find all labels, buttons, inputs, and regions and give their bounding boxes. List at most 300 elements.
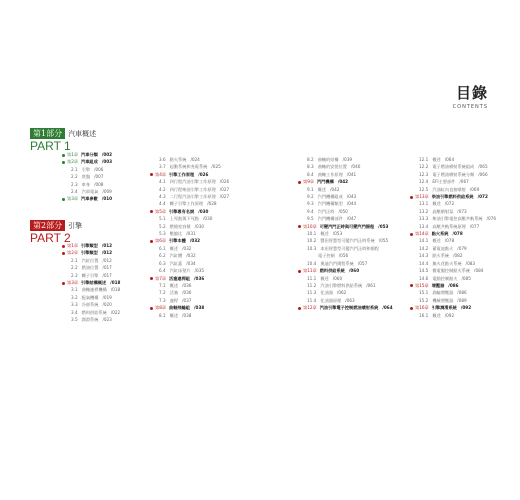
toc-page: /065 (478, 164, 488, 170)
chapter-marker-icon (150, 277, 153, 280)
toc-section-row[interactable] (298, 260, 393, 267)
toc-section-row[interactable] (410, 260, 496, 267)
toc-num: 2.1 (71, 166, 78, 172)
part-2-name: 引擎 (68, 221, 83, 230)
toc-title: 燃燒室容積 (169, 223, 191, 229)
toc-num: 第3章 (67, 280, 79, 286)
toc-chapter-row[interactable] (150, 237, 229, 244)
toc-page: /032 (182, 245, 192, 251)
toc-page: /025 (211, 164, 221, 170)
toc-section-row[interactable] (410, 171, 496, 178)
toc-title: 起動系統和充電系統 (169, 164, 208, 170)
toc-num: 10.3 (307, 245, 317, 251)
toc-title: 化油器 (320, 290, 333, 296)
toc-num: 11.3 (307, 290, 317, 296)
toc-title: 引擎類型 (81, 243, 98, 248)
toc-section-row[interactable] (298, 275, 393, 282)
toc-section-row[interactable] (62, 264, 120, 271)
toc-section-row[interactable] (298, 186, 393, 193)
toc-num: 第10章 (303, 223, 317, 229)
toc-num: 第1章 (67, 152, 79, 157)
toc-num: 10.4 (307, 260, 317, 266)
toc-page: /043 (346, 194, 357, 200)
toc-section-row[interactable] (298, 215, 393, 222)
toc-num: 6.3 (159, 260, 166, 266)
toc-section-row[interactable] (410, 215, 496, 222)
toc-title: 汽缸蓋 (169, 260, 183, 266)
toc-chapter-row[interactable] (410, 230, 496, 237)
toc-page: /020 (102, 302, 112, 308)
toc-num: 第6章 (155, 238, 167, 244)
toc-section-row[interactable] (410, 200, 496, 207)
toc-num: 15.2 (419, 297, 429, 303)
toc-page: /040 (351, 164, 361, 170)
toc-title: 引擎潤滑系統 (431, 305, 457, 311)
toc-page: /026 (198, 171, 209, 177)
toc-title: 燃料供給系統 (319, 268, 345, 274)
toc-num: 10.1 (307, 231, 317, 237)
toc-page: /047 (346, 216, 357, 222)
toc-title: 概述 (432, 312, 441, 318)
toc-num: 14.5 (419, 268, 429, 274)
toc-section-row[interactable] (62, 286, 120, 293)
toc-section-row[interactable] (298, 289, 393, 296)
chapter-marker-icon (410, 284, 413, 287)
toc-section-row[interactable] (410, 156, 496, 163)
toc-section-row[interactable] (62, 257, 120, 264)
toc-num: 3.6 (159, 157, 166, 162)
toc-num: 9.2 (307, 194, 314, 200)
toc-section-row[interactable] (298, 297, 393, 304)
toc-num: 第3章 (67, 196, 79, 202)
toc-num: 第5章 (155, 208, 167, 214)
toc-num: 第14章 (415, 231, 429, 237)
toc-section-row[interactable] (150, 289, 229, 296)
toc-chapter-row[interactable] (298, 304, 393, 311)
toc-page: /092 (444, 312, 455, 318)
toc-title: 概述 (432, 238, 441, 244)
toc-title: 高壓噴射泵 (432, 208, 454, 214)
toc-section-row[interactable] (298, 208, 393, 215)
toc-section-row[interactable] (150, 260, 229, 267)
toc-chapter-row[interactable] (150, 208, 229, 215)
toc-page: /061 (366, 282, 376, 288)
toc-page: /017 (102, 272, 112, 278)
toc-title: 曲軸的安裝位置 (317, 164, 347, 170)
toc-section-row[interactable] (298, 171, 393, 178)
chapter-marker-icon (150, 240, 153, 243)
toc-num: 13.2 (419, 208, 429, 214)
toc-page: /012 (101, 243, 113, 248)
toc-num: 2.2 (71, 174, 78, 180)
toc-section-row[interactable] (410, 312, 496, 319)
toc-section-row[interactable] (410, 163, 496, 170)
toc-num: 2.3 (71, 181, 78, 187)
toc-chapter-row[interactable] (62, 249, 120, 256)
toc-section-row[interactable] (410, 245, 496, 252)
toc-chapter-row[interactable] (150, 304, 229, 311)
toc-page: /023 (102, 317, 112, 323)
toc-title: 汽車組成 (81, 159, 98, 165)
toc-title: 概述 (432, 201, 441, 207)
toc-page: /072 (444, 201, 455, 207)
toc-title: 引擎類型 (81, 250, 98, 256)
toc-page: /086 (448, 282, 459, 288)
toc-num: 2.1 (71, 257, 78, 263)
toc-num: 12.5 (419, 186, 429, 192)
toc-page: /042 (337, 179, 349, 185)
toc-section-row[interactable] (62, 166, 112, 173)
toc-section-row[interactable] (62, 188, 112, 195)
toc-num: 4.3 (159, 194, 166, 200)
part-1-tag: 第1部分 (30, 128, 65, 139)
toc-num: 第11章 (303, 268, 317, 274)
toc-num: 第2章 (67, 250, 79, 256)
toc-section-row[interactable] (62, 301, 120, 308)
toc-title: 電子控制 (318, 253, 335, 259)
toc-title: 汽車電氣 (81, 189, 99, 195)
toc-section-row[interactable] (410, 267, 496, 274)
toc-page: /027 (219, 186, 230, 192)
toc-num: 3.5 (71, 317, 78, 323)
toc-title: 電子燃油噴射系統分類 (432, 171, 475, 177)
toc-title: 微電腦控制點火系統 (432, 268, 471, 274)
toc-title: 汽門正時 (317, 208, 335, 214)
toc-section-row[interactable] (150, 163, 229, 170)
chapter-marker-icon (62, 252, 65, 255)
toc-page: /026 (219, 179, 230, 185)
toc-num: 4.4 (159, 201, 166, 207)
toc-page: /032 (186, 253, 196, 259)
toc-section-row[interactable] (298, 230, 393, 237)
chapter-marker-icon (298, 270, 301, 273)
part-1-en: PART 1 (30, 139, 71, 153)
toc-title: 概述 (169, 245, 179, 251)
toc-num: 15.1 (419, 290, 429, 296)
toc-title: 點火系統 (431, 231, 449, 237)
toc-num: 第8章 (155, 305, 167, 311)
title-text: 目錄 (455, 84, 488, 102)
toc-chapter-row[interactable] (410, 282, 496, 289)
toc-title: 冷卻系統 (81, 302, 99, 308)
toc-section-row[interactable] (62, 316, 120, 323)
toc-page: /073 (457, 208, 467, 214)
toc-chapter-row[interactable] (298, 178, 393, 185)
toc-num: 3.2 (71, 294, 78, 300)
toc-section-row[interactable] (298, 282, 393, 289)
toc-page: /067 (459, 179, 469, 185)
toc-section-row[interactable] (62, 294, 120, 301)
toc-section-row[interactable] (410, 178, 496, 185)
toc-title: 概述 (432, 157, 441, 162)
toc-section-row[interactable] (410, 275, 496, 282)
toc-page: /092 (460, 305, 472, 311)
toc-page: /019 (102, 294, 112, 300)
toc-column-4 (410, 156, 496, 319)
toc-page: /044 (346, 201, 357, 207)
toc-section-row[interactable] (150, 230, 229, 237)
toc-page: /028 (207, 201, 217, 207)
toc-page: /002 (101, 152, 113, 157)
chapter-marker-icon (62, 282, 65, 285)
toc-title: 燃油位置 (81, 265, 99, 271)
toc-section-row[interactable] (62, 272, 120, 279)
toc-chapter-row[interactable] (62, 195, 112, 202)
toc-num: 第12章 (303, 305, 317, 311)
chapter-marker-icon (62, 245, 65, 248)
toc-section-row[interactable] (410, 252, 496, 259)
toc-num: 14.1 (419, 238, 429, 244)
toc-section-row[interactable] (150, 312, 229, 319)
toc-num: 11.4 (307, 297, 317, 303)
toc-page: /076 (486, 216, 496, 222)
toc-page: /060 (332, 275, 343, 281)
toc-title: 汽門機構組成 (317, 194, 343, 200)
toc-title: 曲軸飛輪組 (169, 305, 190, 311)
toc-title: 電腦控制點火 (432, 275, 458, 281)
toc-page: /064 (444, 157, 455, 162)
toc-num: 12.1 (419, 157, 429, 162)
toc-section-row[interactable] (150, 193, 229, 200)
chapter-marker-icon (62, 154, 65, 157)
toc-num: 5.3 (159, 231, 166, 237)
toc-section-row[interactable] (62, 173, 112, 180)
toc-title: 柴油引擎電控高壓共軌系統 (432, 216, 483, 222)
toc-page: /032 (189, 238, 201, 244)
toc-title: 轉子引擎 (81, 272, 99, 278)
toc-title: 燃料供給系統 (81, 309, 107, 315)
toc-section-row[interactable] (62, 309, 120, 316)
toc-page: /012 (102, 257, 112, 263)
toc-section-row[interactable] (410, 297, 496, 304)
toc-title: 增壓器 (431, 282, 445, 288)
toc-page: /057 (357, 260, 368, 266)
chapter-marker-icon (150, 173, 153, 176)
toc-num: 第9章 (303, 179, 315, 185)
toc-num: 3.7 (159, 164, 166, 170)
toc-title: 汽缸位置 (81, 257, 99, 263)
toc-num: 4.2 (159, 186, 166, 192)
toc-title: 引擎專有名詞 (169, 208, 195, 214)
toc-title: 引擎 (81, 166, 91, 172)
toc-page: /037 (182, 297, 192, 303)
toc-num: 第16章 (415, 305, 429, 311)
toc-page: /010 (101, 196, 113, 202)
toc-section-row[interactable] (150, 178, 229, 185)
toc-num: 8.1 (159, 312, 166, 318)
chapter-marker-icon (62, 198, 65, 201)
toc-num: 14.2 (419, 245, 429, 251)
toc-chapter-row[interactable] (62, 158, 112, 165)
toc-title: 汽缸床墊片 (169, 268, 191, 274)
chapter-marker-icon (298, 225, 301, 228)
toc-section-row[interactable] (410, 237, 496, 244)
toc-page: /053 (378, 223, 389, 229)
toc-title: 點火系統 (169, 157, 187, 162)
toc-num: 14.6 (419, 275, 429, 281)
toc-section-row[interactable] (150, 186, 229, 193)
toc-title: 潤滑系統 (81, 317, 99, 323)
toc-page: /039 (342, 157, 353, 162)
toc-section-row[interactable] (150, 223, 229, 230)
toc-num: 13.3 (419, 216, 429, 222)
toc-title: 壓縮比 (169, 231, 183, 237)
toc-page: /018 (110, 287, 121, 293)
toc-num: 8.4 (307, 171, 314, 177)
toc-section-row[interactable] (150, 200, 229, 207)
toc-section-row[interactable] (298, 245, 393, 252)
toc-num: 7.2 (159, 290, 166, 296)
toc-num: 6.2 (159, 253, 166, 259)
toc-title: 活塞 (169, 290, 179, 296)
toc-title: 汽缸體 (169, 253, 183, 259)
toc-page: /035 (194, 268, 205, 274)
toc-num: 9.3 (307, 201, 314, 207)
toc-page: /086 (457, 290, 467, 296)
toc-title: 四行程柴油引擎工作原理 (169, 186, 216, 192)
toc-section-row[interactable] (150, 245, 229, 252)
toc-num: 6.1 (159, 245, 166, 251)
toc-num: 3.4 (71, 309, 78, 315)
toc-page: /003 (101, 159, 113, 165)
toc-num: 7.1 (159, 282, 166, 288)
toc-page: /085 (461, 275, 471, 281)
toc-section-row[interactable] (410, 208, 496, 215)
toc-page: /050 (338, 208, 348, 214)
toc-chapter-row[interactable] (298, 223, 393, 230)
toc-num: 5.2 (159, 223, 166, 229)
chapter-marker-icon (150, 210, 153, 213)
toc-section-row[interactable] (150, 282, 229, 289)
toc-page: /064 (382, 305, 393, 311)
toc-page: /030 (203, 216, 213, 222)
toc-title: 渦輪增壓器 (432, 290, 454, 296)
toc-section-row[interactable] (298, 193, 393, 200)
toc-chapter-row[interactable] (62, 279, 120, 286)
toc-title: 點火系統 (432, 253, 450, 259)
chapter-marker-icon (298, 181, 301, 184)
toc-section-row[interactable] (410, 223, 496, 230)
toc-title: 汽油引擎電子控制燃油噴射系統 (319, 305, 379, 311)
toc-page: /066 (478, 171, 488, 177)
toc-page: /079 (457, 245, 467, 251)
toc-num: 第7章 (155, 275, 167, 281)
toc-page: /063 (345, 297, 355, 303)
toc-page: /012 (101, 250, 113, 256)
toc-title: 配氣機構 (81, 294, 99, 300)
toc-num: 3.1 (71, 287, 78, 293)
toc-title: 轉子引擎工作原理 (169, 201, 204, 207)
toc-title: 奧迪汽門揚程系統 (320, 260, 354, 266)
chapter-marker-icon (62, 161, 65, 164)
toc-title: 機械增壓器 (432, 297, 454, 303)
chapter-marker-icon (410, 307, 413, 310)
toc-page: /038 (182, 312, 192, 318)
toc-chapter-row[interactable] (62, 242, 120, 249)
toc-num: 第13章 (415, 194, 429, 200)
toc-title: 曲軸的結構 (317, 157, 339, 162)
toc-num: 13.4 (419, 223, 429, 229)
toc-column-1a (62, 151, 112, 203)
toc-num: 2.3 (71, 272, 78, 278)
toc-page: /030 (194, 223, 205, 229)
toc-num: 3.3 (71, 302, 78, 308)
toc-chapter-row[interactable] (410, 304, 496, 311)
title-subtitle: CONTENTS (452, 104, 488, 110)
toc-num: 8.2 (307, 157, 314, 162)
chapter-marker-icon (410, 233, 413, 236)
toc-section-row[interactable] (298, 200, 393, 207)
toc-title: 汽門機構部件 (317, 216, 343, 222)
toc-page: /024 (190, 157, 200, 162)
toc-chapter-row[interactable] (150, 171, 229, 178)
toc-title: 化油器原理 (320, 297, 342, 303)
toc-title: 豐田智慧型可變汽門正時系統 (320, 238, 375, 244)
toc-page: /007 (94, 174, 104, 180)
toc-section-row[interactable] (150, 267, 229, 274)
toc-section-row[interactable] (298, 156, 393, 163)
toc-title: 引擎結構概述 (81, 280, 107, 286)
toc-chapter-row[interactable] (62, 151, 112, 158)
toc-chapter-row[interactable] (298, 267, 393, 274)
toc-section-row[interactable] (150, 215, 229, 222)
toc-page: /078 (444, 238, 455, 244)
toc-num: 第4章 (155, 171, 167, 177)
toc-num: 12.4 (419, 179, 429, 185)
toc-section-row[interactable] (62, 181, 112, 188)
toc-num: 10.2 (307, 238, 317, 244)
toc-title: 汽門機構類型 (317, 201, 343, 207)
toc-title: 四行程汽油引擎工作原理 (169, 179, 216, 185)
toc-title: 概述 (169, 282, 179, 288)
toc-num: 11.2 (307, 282, 317, 288)
toc-section-row[interactable] (150, 297, 229, 304)
toc-title: 引擎工作原理 (169, 171, 195, 177)
toc-title: 曲軸連桿機構 (81, 287, 107, 293)
toc-section-row[interactable] (150, 252, 229, 259)
toc-section-row[interactable] (298, 237, 393, 244)
toc-num: 14.4 (419, 260, 429, 266)
toc-title: 汽車分類 (81, 152, 98, 157)
toc-title: 概述 (169, 312, 179, 318)
toc-section-row[interactable] (298, 252, 393, 259)
toc-page: /036 (194, 275, 205, 281)
toc-chapter-row[interactable] (150, 275, 229, 282)
toc-page: /084 (474, 268, 484, 274)
toc-page: /062 (336, 290, 347, 296)
part-1-name: 汽車概述 (68, 129, 97, 138)
toc-num: 6.4 (159, 268, 166, 274)
toc-title: 引擎本體 (169, 238, 186, 244)
toc-title (453, 82, 488, 110)
toc-chapter-row[interactable] (410, 193, 496, 200)
toc-page: /008 (94, 181, 104, 187)
toc-section-row[interactable] (410, 289, 496, 296)
toc-section-row[interactable] (410, 186, 496, 193)
toc-page: /022 (110, 309, 121, 315)
toc-page: /027 (219, 194, 230, 200)
part-2-tag: 第2部分 (30, 220, 65, 231)
toc-title: 車身 (81, 181, 91, 187)
toc-num: 4.1 (159, 179, 166, 185)
toc-section-row[interactable] (298, 163, 393, 170)
toc-num: 9.1 (307, 186, 314, 192)
toc-page: /036 (182, 290, 192, 296)
toc-column-3 (298, 156, 393, 312)
toc-section-row[interactable] (150, 156, 229, 163)
toc-page: /082 (453, 253, 463, 259)
toc-num: 8.3 (307, 164, 314, 170)
